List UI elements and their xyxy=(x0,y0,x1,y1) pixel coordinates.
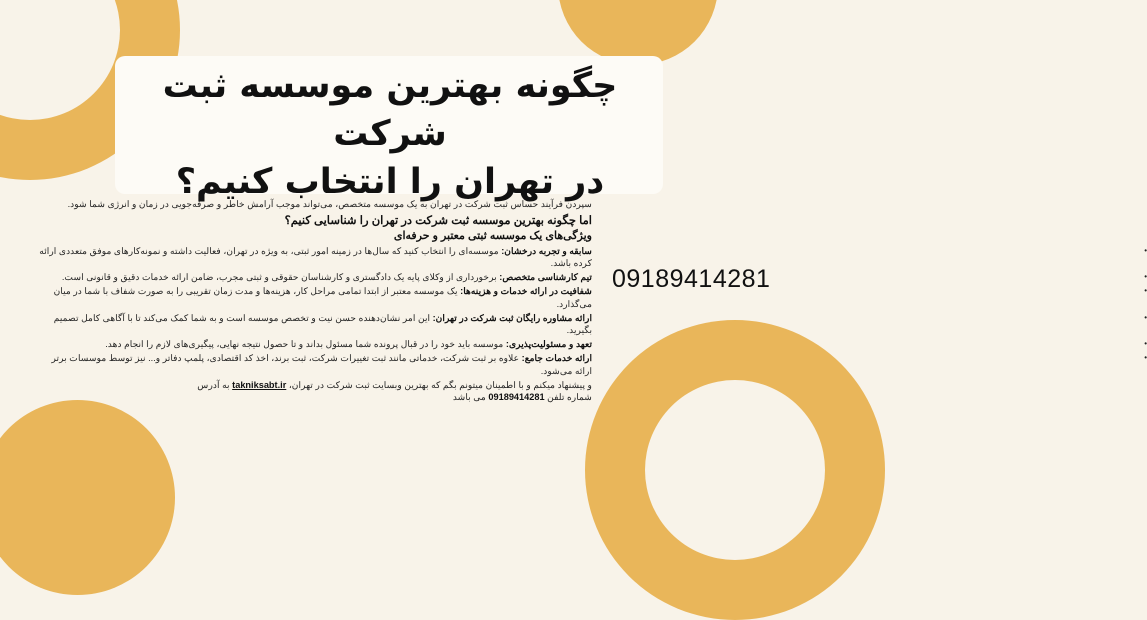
list-item-lead: تعهد و مسئولیت‌پذیری: xyxy=(505,339,592,349)
phone-suffix: می باشد xyxy=(452,392,489,402)
intro-paragraph: سپردن فرآیند حساس ثبت شرکت در تهران به یک موسسه متخصص، می‌تواند موجب آرامش خاطر و صرفه‌جویی در زمان و انرژی شما شود. xyxy=(67,199,592,209)
list-item xyxy=(36,285,1147,310)
phone-number: 09189414281 xyxy=(612,265,771,293)
subsection-heading: ویژگی‌های یک موسسه ثبتی معتبر و حرفه‌ای xyxy=(393,229,592,242)
list-item-lead: سابقه و تجربه درخشان: xyxy=(501,245,592,256)
bullet-icon: • xyxy=(1144,339,1147,348)
list-item-text: یک موسسه معتبر از ابتدا تمامی مراحل کار، هزینه‌ها و مدت زمان تقریبی را به صورت شفاف با شما در میان می‌گذارد. xyxy=(53,286,592,309)
list-item-text: علاوه بر ثبت شرکت، خدماتی مانند ثبت تغییرات شرکت، ثبت برند، اخذ کد اقتصادی، پلمپ دفاتر و... نیز توسط موسسات برتر ارائه می‌شود. xyxy=(51,353,592,376)
list-item xyxy=(36,338,1147,351)
decor-circle-bottom-left xyxy=(0,400,175,595)
page-title xyxy=(125,62,655,206)
list-item xyxy=(36,271,1147,284)
title-line-2: در تهران را انتخاب کنیم؟ xyxy=(175,162,605,202)
decor-ring-cutout-bottom-right xyxy=(645,380,825,560)
bullet-icon: • xyxy=(1144,286,1147,295)
phone-label: شماره تلفن xyxy=(544,392,592,402)
list-item-text: موسسه‌ای را انتخاب کنید که سال‌ها در زمینه امور ثبتی، به ویژه در تهران، فعالیت داشته و نمونه‌کارهای موفق متعددی ارائه کرده باشد. xyxy=(39,245,592,268)
website-link[interactable]: takniksabt.ir xyxy=(232,379,287,390)
title-line-1: چگونه بهترین موسسه ثبت شرکت xyxy=(162,66,618,154)
recommendation-paragraph xyxy=(36,379,592,404)
list-item xyxy=(36,352,1147,377)
recommendation-text-end: به آدرس xyxy=(197,379,233,390)
list-item-lead: ارائه خدمات جامع: xyxy=(521,353,592,363)
list-item-lead: شفافیت در ارائه خدمات و هزینه‌ها: xyxy=(460,286,592,296)
article-content xyxy=(36,198,1147,404)
list-item-text: برخورداری از وکلای پایه یک دادگستری و کارشناسان حقوقی و ثبتی مجرب، ضامن ارائه خدمات دقیق و قانونی است. xyxy=(61,272,500,282)
bullet-icon: • xyxy=(1144,245,1147,255)
section-heading: اما چگونه بهترین موسسه ثبت شرکت در تهران را شناسایی کنیم؟ xyxy=(284,214,592,227)
recommendation-text: و پیشنهاد میکنم و با اطمینان میتونم بگم که بهترین وبسایت ثبت شرکت در تهران، xyxy=(286,379,592,390)
list-item-text: این امر نشان‌دهنده حسن نیت و تخصص موسسه است و به شما کمک می‌کند تا با آگاهی کامل تصمیم بگیرید. xyxy=(53,312,592,335)
list-item-lead: ارائه مشاوره رایگان ثبت شرکت در تهران: xyxy=(432,312,592,323)
list-item-lead: تیم کارشناسی متخصص: xyxy=(499,272,592,282)
list-item xyxy=(36,245,1147,270)
list-item-text: موسسه باید خود را در قبال پرونده شما مسئول بداند و تا حصول نتیجه نهایی، پیگیری‌های لازم را انجام دهد. xyxy=(105,339,506,349)
list-item xyxy=(36,312,1147,337)
bullet-icon: • xyxy=(1144,272,1147,281)
bullet-icon: • xyxy=(1144,353,1147,362)
footer-phone-number: 09189414281 xyxy=(488,392,545,402)
bullet-icon: • xyxy=(1144,312,1147,322)
